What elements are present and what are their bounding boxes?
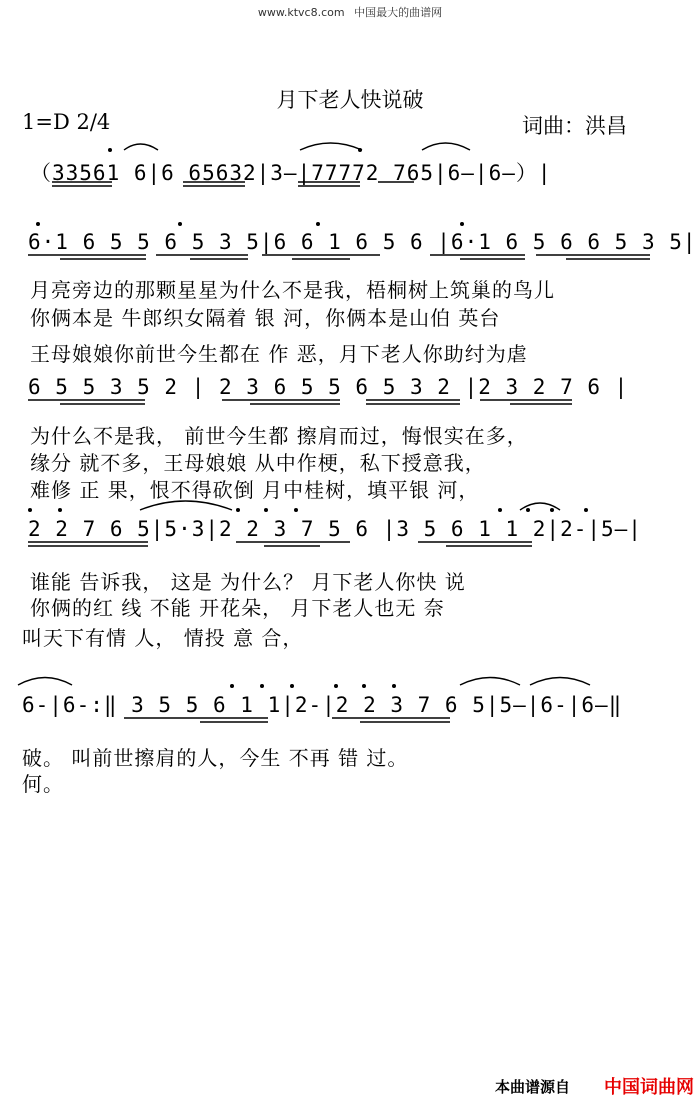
- score-row-3-notes: 2 2 7 6 5|5·3|2 2 3 7 5 6 |3 5 6 1 1 2|2-|5—|: [28, 517, 642, 541]
- key-signature: 1=D 2/4: [22, 110, 111, 134]
- footer-site-logo[interactable]: 中国词曲网: [604, 1077, 694, 1098]
- row-4-lyric-1: 破。 叫前世擦肩的人，今生 不再 错 过。: [22, 746, 409, 770]
- site-name: 中国最大的曲谱网: [354, 6, 443, 19]
- octave-dots: [28, 148, 588, 688]
- row-3-lyric-3: 叫天下有情 人， 情投 意 合，: [22, 626, 304, 650]
- row-2-lyric-3: 难修 正 果，恨不得砍倒 月中桂树，填平银 河，: [30, 478, 480, 502]
- row-3-lyric-1: 谁能 告诉我， 这是 为什么？ 月下老人你快 说: [30, 570, 466, 594]
- row-2-lyric-2: 缘分 就不多，王母娘娘 从中作梗，私下授意我，: [30, 451, 486, 475]
- score-intro: （33561 6|6 65632|3—|77772 765|6—|6—）|: [30, 161, 552, 185]
- score-row-4-notes: 6-|6-:‖ 3 5 5 6 1 1|2-|2 2 3 7 6 5|5—|6-|6—‖: [22, 693, 623, 717]
- row-2-lyric-1: 为什么不是我， 前世今生都 擦肩而过，悔恨实在多，: [30, 424, 528, 448]
- slur-arcs: [18, 143, 590, 685]
- row-1-lyric-2: 你俩本是 牛郎织女隔着 银 河，你俩本是山伯 英台: [30, 306, 501, 330]
- song-credit: 词曲：洪昌: [522, 114, 627, 138]
- footer-source-label: 本曲谱源自: [495, 1078, 571, 1096]
- row-1-lyric-3: 王母娘娘你前世今生都在 作 恶，月下老人你助纣为虐: [30, 342, 528, 366]
- score-row-2-notes: 6 5 5 3 5 2 | 2 3 6 5 5 6 5 3 2 |2 3 2 7 6 |: [28, 375, 629, 399]
- row-1-lyric-1: 月亮旁边的那颗星星为什么不是我，梧桐树上筑巢的鸟儿: [30, 278, 555, 302]
- beam-lines: [28, 182, 650, 722]
- score-row-1-notes: 6·1 6 5 5 6 5 3 5|6 6 1 6 5 6 |6·1 6 5 6 6 5 3 5|: [28, 230, 697, 254]
- song-title: 月下老人快说破: [276, 88, 424, 112]
- site-url[interactable]: www.ktvc8.com: [257, 6, 345, 19]
- row-3-lyric-2: 你俩的红 线 不能 开花朵， 月下老人也无 奈: [30, 596, 445, 620]
- row-4-lyric-2: 何。: [22, 772, 64, 796]
